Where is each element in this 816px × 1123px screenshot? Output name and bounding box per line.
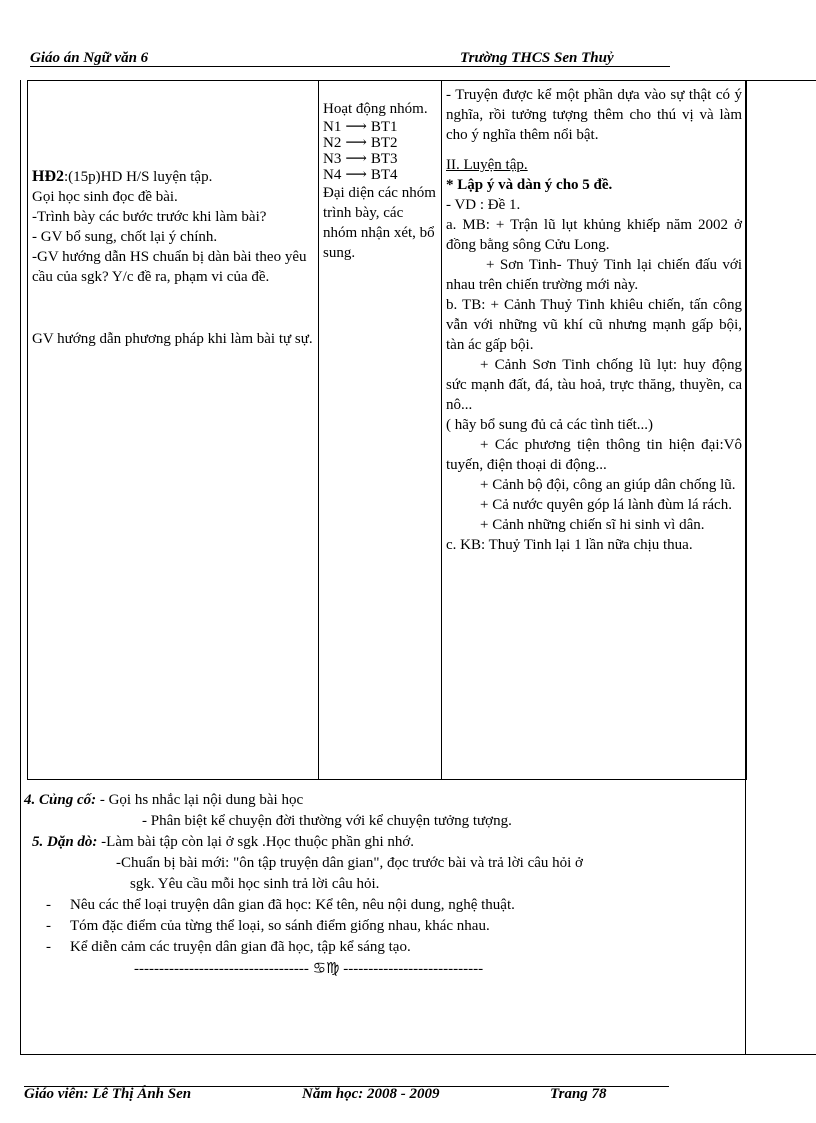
content-line: b. TB: + Cảnh Thuỷ Tinh khiêu chiến, tấn công vẫn với những vũ khí cũ nhưng mạnh gấp bội, tàn ác gấp bội. [446, 297, 742, 353]
group-row: N4 ⟶ BT4 [323, 167, 398, 183]
content-line: + Cảnh Sơn Tinh chống lũ lụt: huy động sức mạnh đất, đá, tàu hoả, trực thăng, thuyền, ca nô... [446, 357, 742, 413]
header-right: Trường THCS Sen Thuỷ [460, 50, 614, 66]
activity-line: - GV bổ sung, chốt lại ý chính. [32, 229, 218, 245]
student-activity-cell [319, 81, 442, 780]
teacher-activity-cell [28, 81, 319, 780]
section-divider: ----------------------------------- ♋♍ ---------------------------- [134, 959, 484, 977]
content-line: a. MB: + Trận lũ lụt khủng khiếp năm 2002 ở đồng bằng sông Cửu Long. [446, 217, 742, 253]
group-activity-label: Hoạt động nhóm. [323, 101, 428, 117]
group-row: N1 ⟶ BT1 [323, 119, 398, 135]
list-item: - Nêu các thể loại truyện dân gian đã học: Kể tên, nêu nội dung, nghệ thuật. [46, 897, 515, 913]
lesson-table [27, 80, 747, 780]
arrow-icon: ⟶ [345, 167, 367, 183]
arrow-icon: ⟶ [345, 119, 367, 135]
group-report-line: Đại diện các nhóm trình bày, các nhóm nhận xét, bổ sung. [323, 185, 436, 261]
group-row: N3 ⟶ BT3 [323, 151, 398, 167]
content-line: + Cả nước quyên góp lá lành đùm lá rách. [480, 497, 732, 513]
footer-page: Trang 78 [550, 1086, 607, 1102]
lesson-closing [24, 790, 744, 980]
section-heading: II. Luyện tập. [446, 157, 528, 173]
activity-heading: HĐ2:(15p)HD H/S luyện tập. [32, 168, 213, 185]
homework-line: -Chuẩn bị bài mới: "ôn tập truyện dân gian", đọc trước bài và trả lời câu hỏi ở [116, 855, 583, 871]
activity-line: GV hướng dẫn phương pháp khi làm bài tự sự. [32, 331, 313, 347]
list-item: - Kể diễn cảm các truyện dân gian đã học, tập kể sáng tạo. [46, 939, 411, 955]
content-line: - VD : Đề 1. [446, 197, 521, 213]
header-left: Giáo án Ngữ văn 6 [30, 50, 149, 66]
activity-line: Gọi học sinh đọc đề bài. [32, 189, 178, 205]
content-line: + Các phương tiện thông tin hiện đại:Vô tuyến, điện thoại di động... [446, 437, 742, 473]
homework-line: sgk. Yêu cầu mỗi học sinh trả lời câu hỏi. [130, 876, 380, 892]
page-frame-bottom [20, 1054, 816, 1055]
table-row [28, 81, 747, 780]
content-paragraph: - Truyện được kể một phần dựa vào sự thật có ý nghĩa, rồi tưởng tượng thêm cho thú vị và làm cho ý nghĩa thêm nổi bật. [446, 87, 742, 143]
activity-line: -GV hướng dẫn HS chuẩn bị dàn bài theo yêu cầu của sgk? Y/c đề ra, phạm vi của đề. [32, 249, 307, 285]
consolidation-line: 4. Củng cố: - Gọi hs nhắc lại nội dung bài học [24, 792, 304, 808]
consolidation-line: - Phân biệt kể chuyện đời thường với kể chuyện tưởng tượng. [142, 813, 512, 829]
content-line: + Sơn Tinh- Thuỷ Tinh lại chiến đấu với nhau trên chiến trường mới này. [446, 257, 742, 293]
homework-line: 5. Dặn dò: -Làm bài tập còn lại ở sgk .Học thuộc phần ghi nhớ. [32, 834, 415, 850]
subsection-heading: * Lập ý và dàn ý cho 5 đề. [446, 177, 613, 193]
page-frame-top [745, 80, 816, 81]
group-row: N2 ⟶ BT2 [323, 135, 398, 151]
content-cell [442, 81, 747, 780]
footer-year: Năm học: 2008 - 2009 [302, 1086, 440, 1102]
arrow-icon: ⟶ [345, 135, 367, 151]
ornament-icon: ♋♍ [312, 959, 340, 977]
activity-line: -Trình bày các bước trước khi làm bài? [32, 209, 267, 225]
header-rule [30, 66, 670, 67]
page-frame-left [20, 80, 21, 1055]
content-line: + Cảnh những chiến sĩ hi sinh vì dân. [480, 517, 705, 533]
content-line: + Cảnh bộ đội, công an giúp dân chống lũ. [480, 477, 736, 493]
content-line: c. KB: Thuỷ Tinh lại 1 lần nữa chịu thua. [446, 537, 693, 553]
list-item: - Tóm đặc điểm của từng thể loại, so sánh điểm giống nhau, khác nhau. [46, 918, 490, 934]
footer-teacher: Giáo viên: Lê Thị Ánh Sen [24, 1086, 192, 1102]
arrow-icon: ⟶ [345, 151, 367, 167]
content-line: ( hãy bổ sung đủ cả các tình tiết...) [446, 417, 654, 433]
